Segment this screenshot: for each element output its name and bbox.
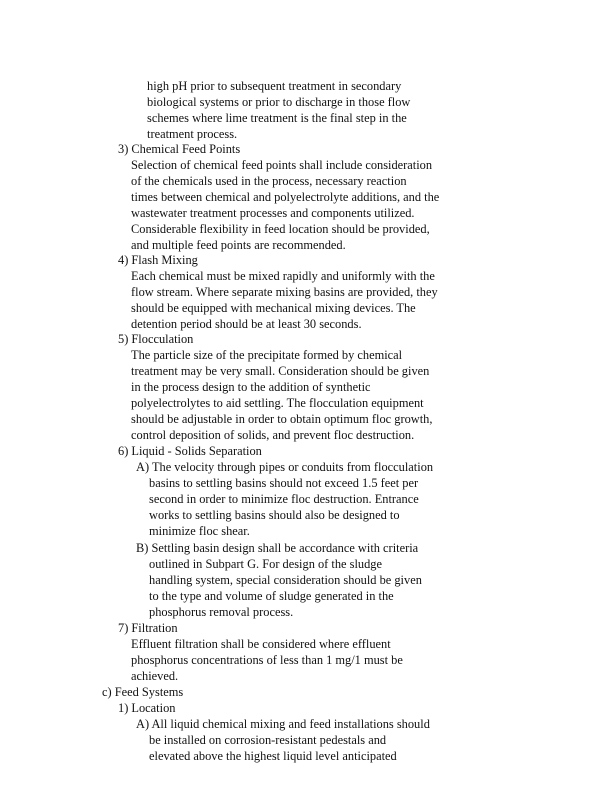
text-line: outlined in Subpart G. For design of the sludge [149, 557, 382, 571]
section-heading: 3) Chemical Feed Points [118, 142, 241, 156]
text-line: to the type and volume of sludge generated in the [149, 589, 394, 603]
list-item-label: A) All liquid chemical mixing and feed installations should [136, 717, 430, 731]
text-line: The particle size of the precipitate formed by chemical [131, 348, 403, 362]
text-line: in the process design to the addition of synthetic [131, 380, 371, 394]
section-heading: 5) Flocculation [118, 332, 194, 346]
text-line: biological systems or prior to discharge in those flow [147, 95, 411, 109]
text-line: basins to settling basins should not exceed 1.5 feet per [149, 476, 419, 490]
text-line: polyelectrolytes to aid settling. The flocculation equipment [131, 396, 424, 410]
text-line: handling system, special consideration should be given [149, 573, 422, 587]
text-line: should be adjustable in order to obtain optimum floc growth, [131, 412, 433, 426]
section-heading: 1) Location [118, 701, 176, 715]
text-line: and multiple feed points are recommended. [131, 238, 346, 252]
section-heading: 7) Filtration [118, 621, 178, 635]
list-item-label: A) The velocity through pipes or conduits from flocculation [136, 460, 434, 474]
text-line: flow stream. Where separate mixing basins are provided, they [131, 285, 438, 299]
list-item-label: B) Settling basin design shall be accordance with criteria [136, 541, 419, 555]
text-line: elevated above the highest liquid level anticipated [149, 749, 397, 763]
text-line: Considerable flexibility in feed location should be provided, [131, 222, 430, 236]
text-line: be installed on corrosion-resistant pedestals and [149, 733, 387, 747]
text-line: treatment may be very small. Consideration should be given [131, 364, 430, 378]
text-line: works to settling basins should also be designed to [149, 508, 400, 522]
text-line: Effluent filtration shall be considered where effluent [131, 637, 391, 651]
text-line: control deposition of solids, and prevent floc destruction. [131, 428, 415, 442]
text-line: Each chemical must be mixed rapidly and uniformly with the [131, 269, 435, 283]
text-line: minimize floc shear. [149, 524, 250, 538]
text-line: times between chemical and polyelectrolyte additions, and the [131, 190, 440, 204]
text-line: schemes where lime treatment is the final step in the [147, 111, 407, 125]
text-line: phosphorus concentrations of less than 1 mg/1 must be [131, 653, 403, 667]
text-line: treatment process. [147, 127, 238, 141]
text-line: detention period should be at least 30 seconds. [131, 317, 362, 331]
text-line: second in order to minimize floc destruction. Entrance [149, 492, 419, 506]
text-line: should be equipped with mechanical mixing devices. The [131, 301, 416, 315]
text-line: high pH prior to subsequent treatment in secondary [147, 79, 402, 93]
text-line: phosphorus removal process. [149, 605, 294, 619]
section-heading: c) Feed Systems [102, 685, 184, 699]
section-heading: 4) Flash Mixing [118, 253, 198, 267]
text-line: of the chemicals used in the process, necessary reaction [131, 174, 407, 188]
section-heading: 6) Liquid - Solids Separation [118, 444, 262, 458]
text-line: achieved. [131, 669, 179, 683]
text-line: wastewater treatment processes and components utilized. [131, 206, 415, 220]
text-line: Selection of chemical feed points shall include consideration [131, 158, 433, 172]
